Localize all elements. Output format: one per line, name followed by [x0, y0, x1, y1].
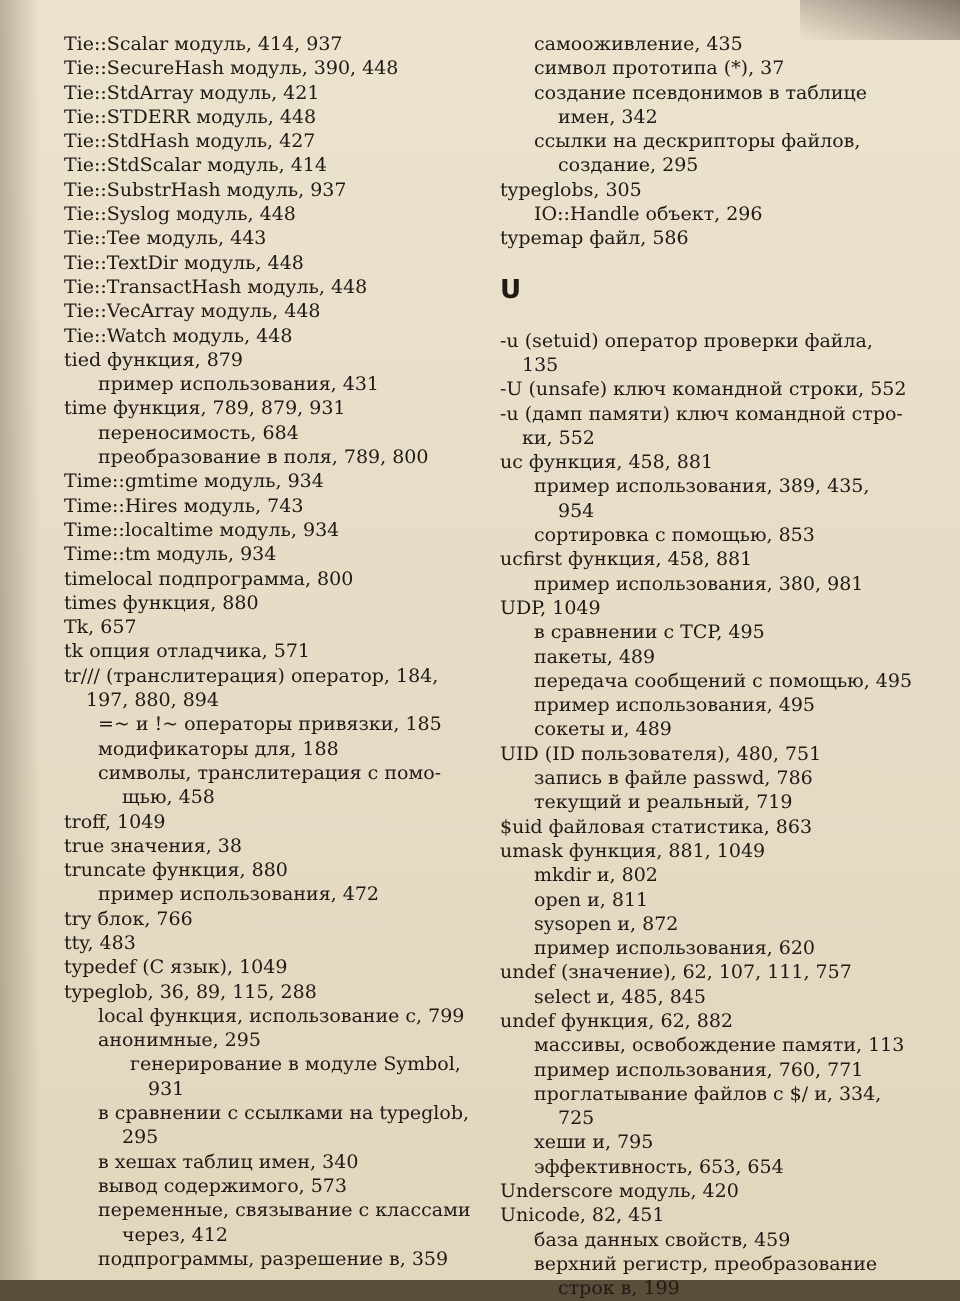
- index-subentry: пример использования, 431: [98, 373, 380, 396]
- index-entry: true значения, 38: [64, 834, 242, 857]
- index-entry: times функция, 880: [64, 591, 259, 614]
- index-subentry: sysopen и, 872: [534, 912, 679, 935]
- index-entry: Tie::Syslog модуль, 448: [64, 203, 296, 226]
- index-subentry: запись в файле passwd, 786: [534, 767, 813, 790]
- index-entry: tty, 483: [64, 931, 136, 954]
- index-entry: Underscore модуль, 420: [500, 1180, 739, 1203]
- index-entry-continuation: создание, 295: [558, 154, 699, 177]
- index-entry: UID (ID пользователя), 480, 751: [500, 742, 822, 765]
- index-subentry: в сравнении с TCP, 495: [534, 621, 765, 644]
- index-entry: truncate функция, 880: [64, 859, 288, 882]
- index-entry: typedef (С язык), 1049: [64, 956, 288, 979]
- index-entry-continuation: 295: [122, 1126, 159, 1149]
- index-entry: Tie::VecArray модуль, 448: [64, 300, 321, 323]
- index-entry: Time::gmtime модуль, 934: [64, 470, 324, 493]
- index-entry: Tie::SecureHash модуль, 390, 448: [64, 57, 399, 80]
- index-subentry: эффективность, 653, 654: [534, 1155, 784, 1178]
- index-entry-continuation: строк в, 199: [558, 1277, 680, 1300]
- index-entry: Tk, 657: [64, 616, 137, 639]
- index-subentry: создание псевдонимов в таблице: [534, 81, 867, 104]
- index-entry: -u (дамп памяти) ключ командной стро-: [500, 402, 903, 425]
- index-subentry: генерирование в модуле Symbol,: [130, 1053, 461, 1076]
- index-subentry: символы, транслитерация с помо-: [98, 761, 442, 784]
- index-subentry: в сравнении с ссылками на typeglob,: [98, 1102, 470, 1125]
- index-subentry: текущий и реальный, 719: [534, 791, 793, 814]
- index-entry: -U (unsafe) ключ командной строки, 552: [500, 378, 907, 401]
- index-entry: troff, 1049: [64, 810, 166, 833]
- index-entries-t-continued: [500, 32, 920, 251]
- index-subentry: =~ и !~ операторы привязки, 185: [98, 713, 442, 736]
- index-entry: $uid файловая статистика, 863: [500, 815, 813, 838]
- index-subentry: IO::Handle объект, 296: [534, 203, 763, 226]
- index-entry: ucfirst функция, 458, 881: [500, 548, 753, 571]
- index-subentry: в хешах таблиц имен, 340: [98, 1150, 359, 1173]
- index-entry: Tie::STDERR модуль, 448: [64, 105, 317, 128]
- index-subentry: пример использования, 495: [534, 694, 816, 717]
- index-entry-continuation: 197, 880, 894: [86, 689, 219, 712]
- index-subentry: сортировка с помощью, 853: [534, 524, 815, 547]
- index-entry: typeglob, 36, 89, 115, 288: [64, 980, 317, 1003]
- index-entry: time функция, 789, 879, 931: [64, 397, 346, 420]
- index-entry: tr/// (транслитерация) оператор, 184,: [64, 664, 439, 687]
- index-entry-continuation: имен, 342: [558, 105, 658, 128]
- index-subentry: select и, 485, 845: [534, 985, 706, 1008]
- index-subentry: проглатывание файлов с $/ и, 334,: [534, 1082, 882, 1105]
- index-entry: try блок, 766: [64, 907, 193, 930]
- index-subentry: пример использования, 380, 981: [534, 572, 864, 595]
- section-letter-heading: U: [500, 274, 522, 305]
- index-entry: -u (setuid) оператор проверки файла,: [500, 329, 873, 352]
- index-subentry: самооживление, 435: [534, 33, 743, 55]
- index-entry: typemap файл, 586: [500, 227, 689, 250]
- index-entry: tied функция, 879: [64, 348, 243, 371]
- index-subentry: пример использования, 620: [534, 937, 816, 960]
- index-entry: Time::localtime модуль, 934: [64, 518, 340, 541]
- index-entry: typeglobs, 305: [500, 178, 642, 201]
- index-entry: Tie::SubstrHash модуль, 937: [64, 178, 347, 201]
- index-entries-u: [500, 329, 920, 1301]
- index-subentry: переносимость, 684: [98, 421, 299, 444]
- index-entry: Tie::Scalar модуль, 414, 937: [64, 33, 343, 55]
- index-entry: Unicode, 82, 451: [500, 1204, 665, 1227]
- index-subentry: преобразование в поля, 789, 800: [98, 446, 429, 469]
- index-entry-continuation: 931: [148, 1077, 185, 1100]
- index-subentry: пример использования, 389, 435,: [534, 475, 870, 498]
- index-subentry: local функция, использование с, 799: [98, 1004, 465, 1027]
- page-shadow-left: [0, 0, 40, 1280]
- index-entry: uc функция, 458, 881: [500, 451, 714, 474]
- index-entry: UDP, 1049: [500, 596, 601, 619]
- index-entry: tk опция отладчика, 571: [64, 640, 311, 663]
- index-subentry: пример использования, 760, 771: [534, 1058, 864, 1081]
- index-entry: timelocal подпрограмма, 800: [64, 567, 354, 590]
- index-subentry: ссылки на дескрипторы файлов,: [534, 130, 861, 153]
- index-subentry: подпрограммы, разрешение в, 359: [98, 1247, 449, 1270]
- index-entry: Tie::StdScalar модуль, 414: [64, 154, 327, 177]
- index-entry-continuation: 954: [558, 499, 595, 522]
- index-entry-continuation: 725: [558, 1107, 595, 1130]
- index-subentry: mkdir и, 802: [534, 864, 658, 887]
- index-subentry: база данных свойств, 459: [534, 1228, 791, 1251]
- index-subentry: передача сообщений с помощью, 495: [534, 669, 913, 692]
- index-entry: Tie::StdHash модуль, 427: [64, 130, 316, 153]
- index-entry: undef (значение), 62, 107, 111, 757: [500, 961, 852, 984]
- index-subentry: пример использования, 472: [98, 883, 380, 906]
- index-entry: Tie::Watch модуль, 448: [64, 324, 293, 347]
- index-entry: Tie::TextDir модуль, 448: [64, 251, 304, 274]
- index-subentry: верхний регистр, преобразование: [534, 1252, 878, 1275]
- index-entry: Time::tm модуль, 934: [64, 543, 277, 566]
- index-entry-continuation: ки, 552: [522, 426, 595, 449]
- index-entry-continuation: через, 412: [122, 1223, 228, 1246]
- index-subentry: пакеты, 489: [534, 645, 656, 668]
- index-subentry: сокеты и, 489: [534, 718, 672, 741]
- index-entry: undef функция, 62, 882: [500, 1009, 734, 1032]
- index-subentry: символ прототипа (*), 37: [534, 57, 785, 80]
- index-subentry: анонимные, 295: [98, 1029, 261, 1052]
- index-entry: umask функция, 881, 1049: [500, 839, 766, 862]
- index-subentry: вывод содержимого, 573: [98, 1174, 347, 1197]
- index-subentry: модификаторы для, 188: [98, 737, 339, 760]
- index-subentry: переменные, связывание с классами: [98, 1199, 471, 1222]
- index-column-left: [64, 32, 471, 1271]
- index-entry: Tie::StdArray модуль, 421: [64, 81, 320, 104]
- index-subentry: хеши и, 795: [534, 1131, 654, 1154]
- index-entry-continuation: 135: [522, 353, 559, 376]
- index-column-right: [500, 32, 920, 1301]
- index-subentry: open и, 811: [534, 888, 649, 911]
- index-entry: Tie::Tee модуль, 443: [64, 227, 267, 250]
- index-entry: Tie::TransactHash модуль, 448: [64, 275, 368, 298]
- index-entry-continuation: щью, 458: [122, 786, 215, 809]
- index-entry: Time::Hires модуль, 743: [64, 494, 304, 517]
- index-subentry: массивы, освобождение памяти, 113: [534, 1034, 905, 1057]
